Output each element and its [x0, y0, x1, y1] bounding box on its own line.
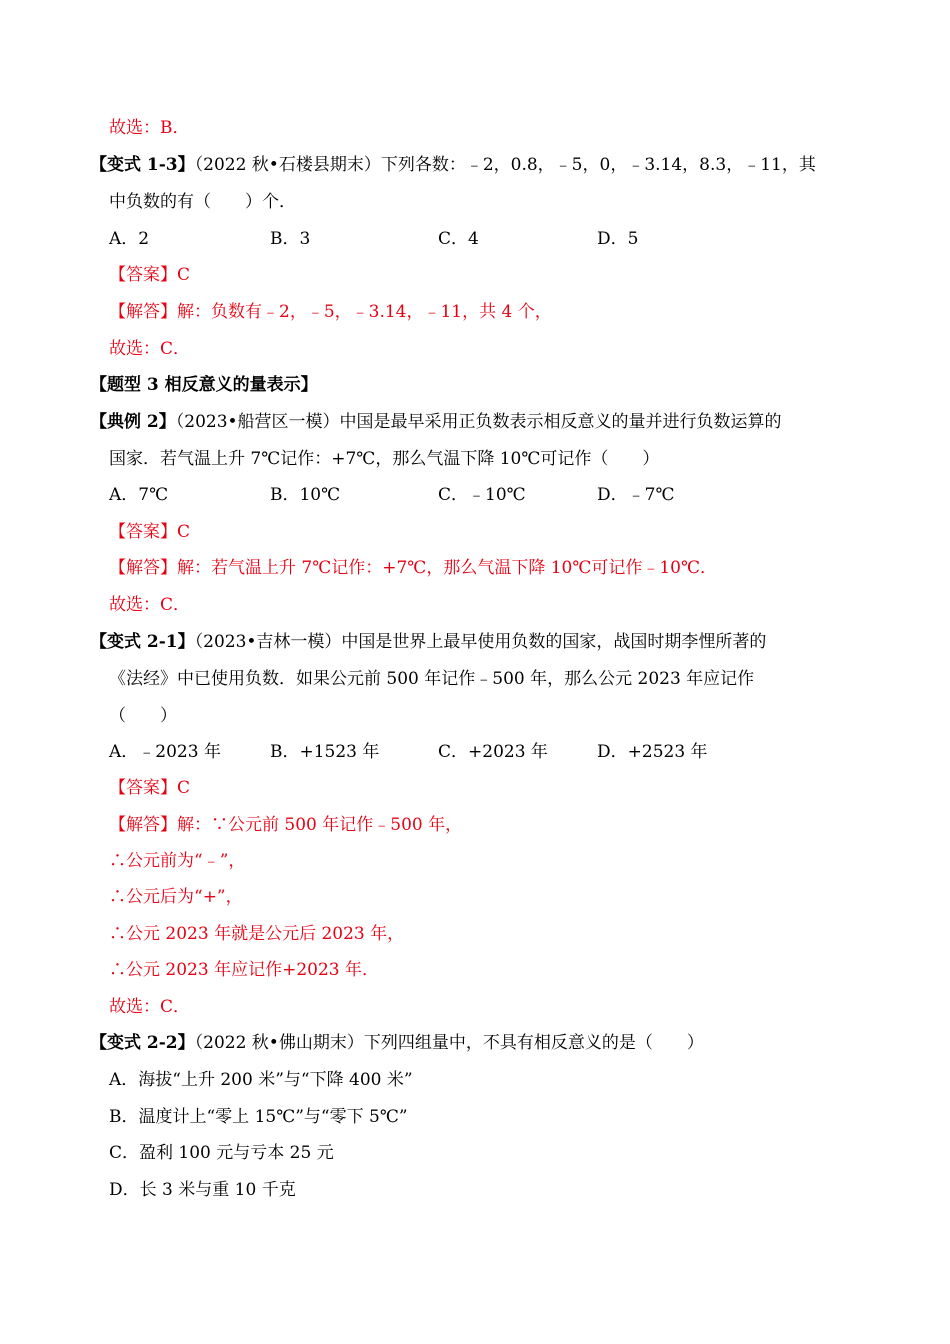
solution-step: ∴公元前为“﹣”，	[109, 851, 246, 871]
question-v21-line1	[90, 630, 766, 654]
option-b: B．温度计上“零上 15℃”与“零下 5℃”	[109, 1107, 408, 1127]
solution-step: ∴公元后为“+”，	[109, 887, 243, 907]
solution-line: 【解答】解：∵公元前 500 年记作﹣500 年，	[109, 815, 463, 835]
question-tag: 【变式 2-2】	[90, 1033, 195, 1053]
solution-step: ∴公元 2023 年应记作+2023 年．	[109, 960, 379, 980]
question-tag: 【变式 2-1】	[90, 632, 195, 652]
question-text: （2022 秋•佛山期末）下列四组量中，不具有相反意义的是（ ）	[194, 1033, 704, 1053]
question-v22-line1	[90, 1031, 704, 1055]
select-answer-b: 故选：B．	[109, 118, 190, 138]
option-c: C．盈利 100 元与亏本 25 元	[109, 1143, 334, 1163]
question-v13-line1	[90, 153, 816, 177]
answer-line: 【答案】C	[109, 522, 191, 542]
option-c: C．+2023 年	[438, 742, 548, 762]
select-line: 故选：C．	[109, 595, 191, 615]
option-c: C．﹣10℃	[438, 485, 526, 505]
question-v21-line3: （ ）	[109, 706, 177, 726]
question-text: （2022 秋•石楼县期末）下列各数：﹣2，0.8，﹣5，0，﹣3.14，8.3，﹣11，其	[194, 155, 816, 175]
option-d: D．+2523 年	[597, 742, 708, 762]
select-line: 故选：C．	[109, 339, 191, 359]
option-b: B．+1523 年	[270, 742, 380, 762]
solution-line: 【解答】解：若气温上升 7℃记作：+7℃，那么气温下降 10℃可记作﹣10℃．	[109, 558, 718, 578]
question-tag: 【变式 1-3】	[90, 155, 195, 175]
option-b: B．10℃	[270, 485, 341, 505]
option-d: D．5	[597, 229, 639, 249]
question-text: （2023•吉林一模）中国是世界上最早使用负数的国家，战国时期李悝所著的	[194, 632, 767, 652]
question-ex2-line1	[90, 410, 782, 434]
select-line: 故选：C．	[109, 997, 191, 1017]
option-c: C．4	[438, 229, 479, 249]
option-b: B．3	[270, 229, 311, 249]
option-a: A．7℃	[109, 485, 169, 505]
question-text: （2023•船营区一模）中国是最早采用正负数表示相反意义的量并进行负数运算的	[175, 412, 782, 432]
question-v21-line2: 《法经》中已使用负数．如果公元前 500 年记作﹣500 年，那么公元 2023 年应记作	[109, 669, 755, 689]
answer-line: 【答案】C	[109, 778, 191, 798]
option-a: A．﹣2023 年	[109, 742, 221, 762]
answer-line: 【答案】C	[109, 265, 191, 285]
solution-step: ∴公元 2023 年就是公元后 2023 年，	[109, 924, 405, 944]
question-tag: 【典例 2】	[90, 412, 176, 432]
option-d: D．﹣7℃	[597, 485, 675, 505]
solution-line: 【解答】解：负数有﹣2，﹣5，﹣3.14，﹣11，共 4 个，	[109, 302, 552, 322]
section-heading: 【题型 3 相反意义的量表示】	[90, 375, 318, 395]
question-ex2-line2: 国家．若气温上升 7℃记作：+7℃，那么气温下降 10℃可记作（ ）	[109, 449, 660, 469]
question-v13-line2: 中负数的有（ ）个．	[109, 192, 296, 212]
option-a: A．2	[109, 229, 150, 249]
option-a: A．海拔“上升 200 米”与“下降 400 米”	[109, 1070, 413, 1090]
option-d: D．长 3 米与重 10 千克	[109, 1180, 296, 1200]
